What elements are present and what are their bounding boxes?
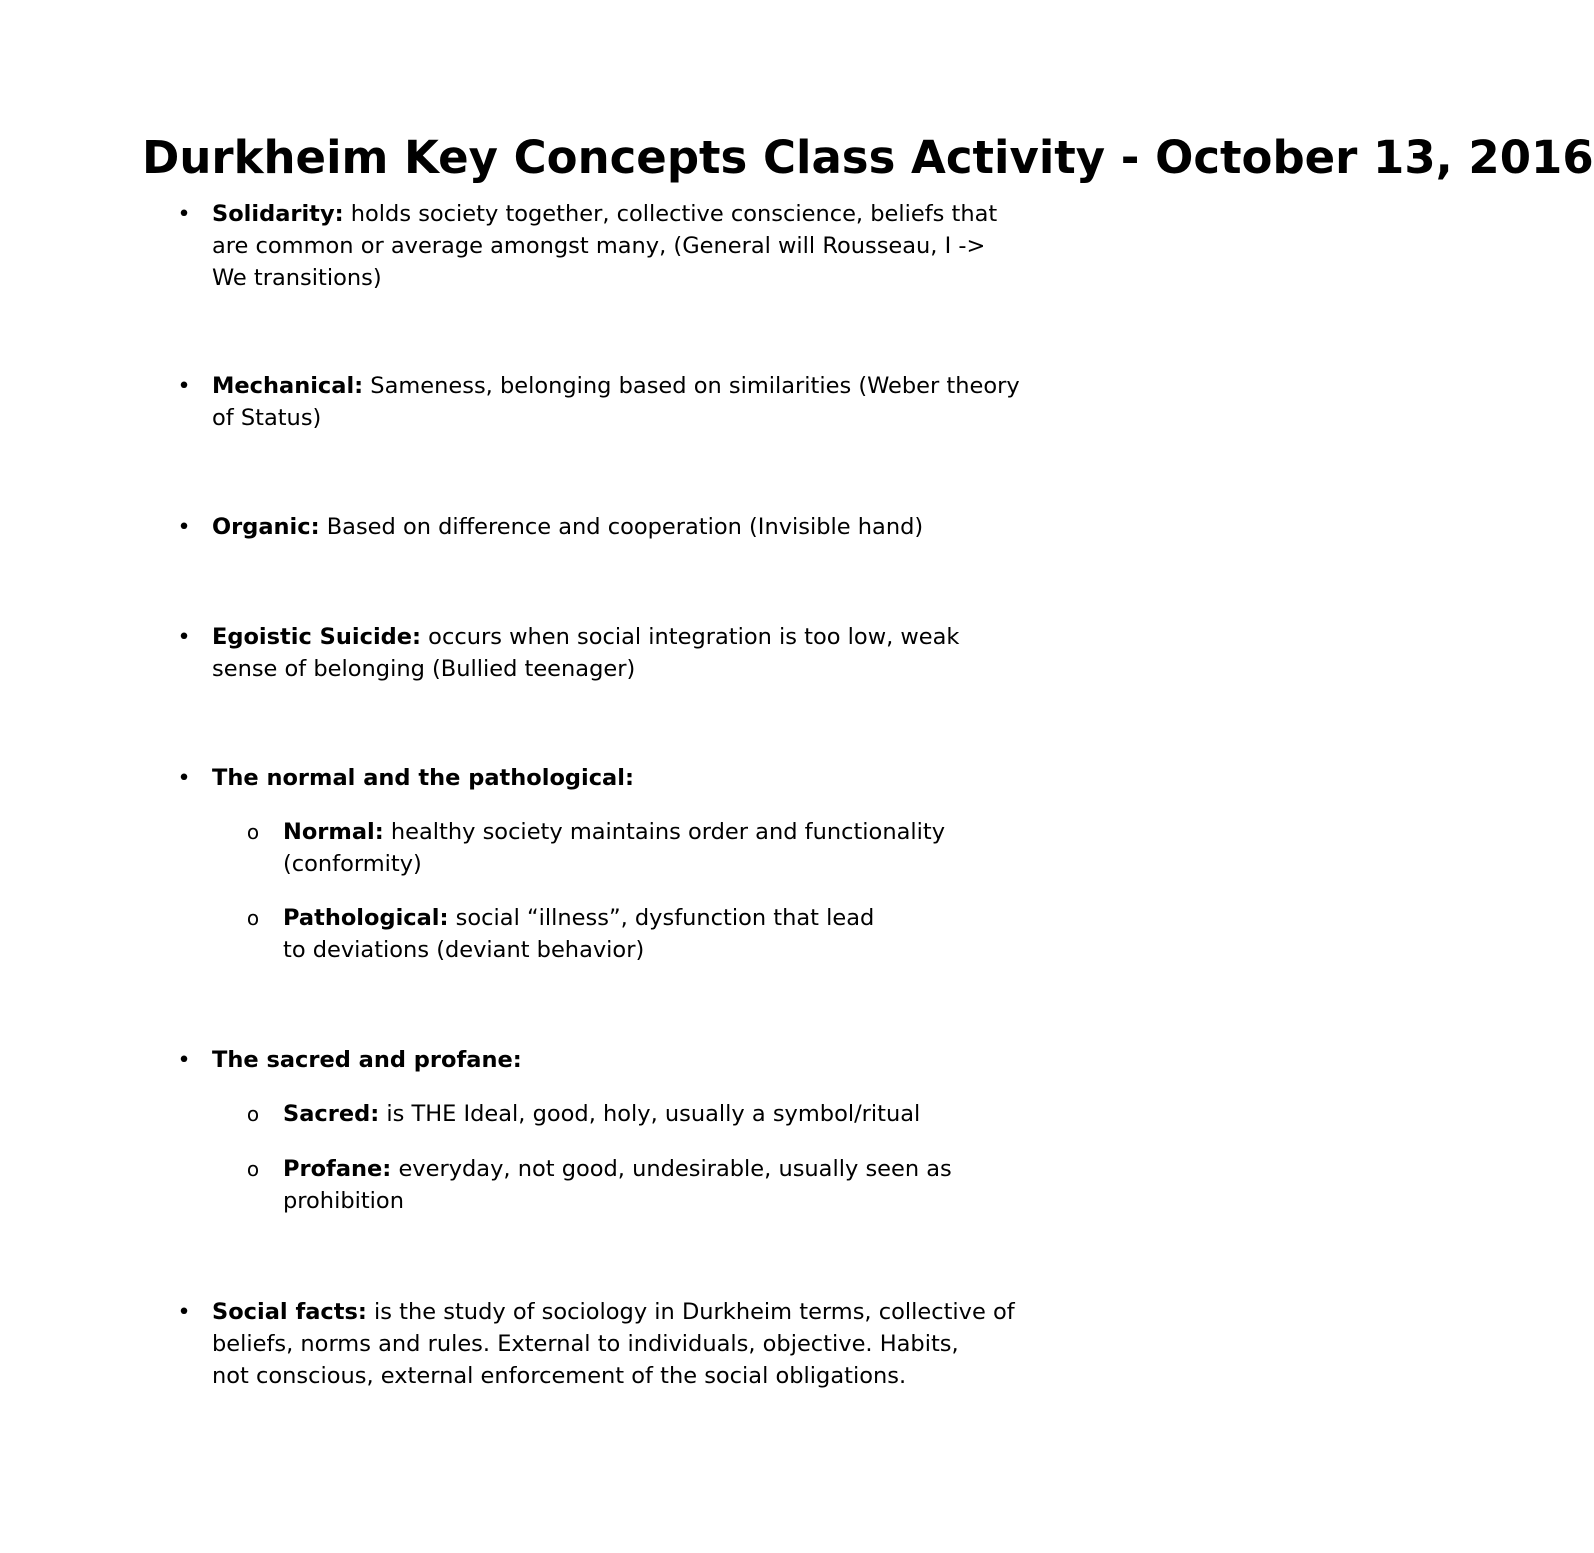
definition-text: Sameness, belonging based on similarities (Weber theory — [363, 373, 1020, 399]
sub-item-profane — [246, 1153, 1093, 1217]
sub-item-sacred — [246, 1098, 1093, 1130]
term-label: The sacred and profane: — [212, 1047, 522, 1073]
definition-text: social “illness”, dysfunction that lead — [448, 905, 875, 931]
definition-text: is the study of sociology in Durkheim terms, collective of — [366, 1299, 1015, 1325]
term-label: Normal: — [283, 819, 384, 845]
term-label: Profane: — [283, 1156, 392, 1182]
sub-item-normal — [246, 816, 1093, 880]
sub-bullet-icon: o — [246, 1157, 260, 1181]
definition-text: (conformity) — [283, 851, 422, 877]
sub-item-pathological — [246, 902, 1093, 966]
term-label: Organic: — [212, 514, 320, 540]
definition-text: everyday, not good, undesirable, usually seen as — [391, 1156, 952, 1182]
term-label: Pathological: — [283, 905, 449, 931]
definition-text: are common or average amongst many, (General will Rousseau, I -> — [212, 233, 986, 259]
list-item-mechanical — [177, 370, 1092, 434]
term-label: Social facts: — [212, 1299, 367, 1325]
definition-text: prohibition — [283, 1188, 404, 1214]
list-item-egoistic-suicide — [177, 621, 1092, 685]
definition-text: of Status) — [212, 405, 322, 431]
definition-text: occurs when social integration is too low, weak — [421, 624, 960, 650]
bullet-icon: • — [177, 1299, 191, 1325]
definition-text: healthy society maintains order and functionality — [383, 819, 946, 845]
definition-text: Based on difference and cooperation (Invisible hand) — [319, 514, 924, 540]
definition-text: sense of belonging (Bullied teenager) — [212, 656, 636, 682]
definition-text: beliefs, norms and rules. External to individuals, objective. Habits, — [212, 1331, 959, 1357]
list-item-solidarity — [177, 198, 1092, 294]
bullet-icon: • — [177, 1047, 191, 1073]
sub-bullet-icon: o — [246, 820, 260, 844]
term-label: Mechanical: — [212, 373, 364, 399]
definition-text: to deviations (deviant behavior) — [283, 937, 645, 963]
definition-text: holds society together, collective conscience, beliefs that — [343, 201, 998, 227]
document-title: Durkheim Key Concepts Class Activity - October 13, 2016 — [142, 131, 1594, 184]
list-item-sacred-profane — [177, 1044, 1092, 1076]
definition-text: We transitions) — [212, 265, 382, 291]
term-label: The normal and the pathological: — [212, 765, 634, 791]
bullet-icon: • — [177, 373, 191, 399]
term-label: Solidarity: — [212, 201, 344, 227]
bullet-icon: • — [177, 765, 191, 791]
definition-text: is THE Ideal, good, holy, usually a symbol/ritual — [379, 1101, 921, 1127]
sub-bullet-icon: o — [246, 1102, 260, 1126]
list-item-organic — [177, 511, 1092, 543]
bullet-icon: • — [177, 514, 191, 540]
definition-text: not conscious, external enforcement of the social obligations. — [212, 1363, 907, 1389]
bullet-icon: • — [177, 201, 191, 227]
term-label: Egoistic Suicide: — [212, 624, 422, 650]
sub-bullet-icon: o — [246, 906, 260, 930]
list-item-normal-pathological — [177, 762, 1092, 794]
bullet-icon: • — [177, 624, 191, 650]
list-item-social-facts — [177, 1296, 1092, 1392]
term-label: Sacred: — [283, 1101, 380, 1127]
